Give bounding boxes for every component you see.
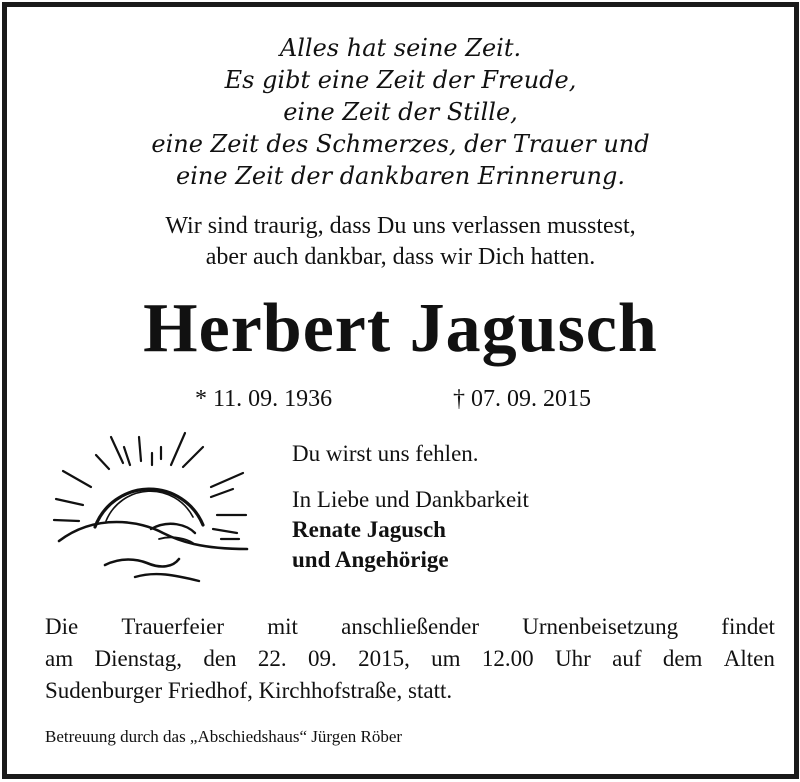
poem	[7, 32, 794, 192]
ceremony-word: Trauerfeier	[121, 614, 225, 639]
poem-line: eine Zeit des Schmerzes, der Trauer und	[151, 130, 650, 158]
ceremony-word: um	[431, 646, 461, 671]
intro-line: aber auch dankbar, dass wir Dich hatten.	[205, 244, 596, 270]
ceremony-word: 09.	[307, 646, 337, 671]
funeral-home-credit: Betreuung durch das „Abschiedshaus“ Jürgen Röber	[45, 727, 403, 746]
ceremony-word: am	[45, 646, 74, 671]
ceremony-line-1	[45, 611, 775, 643]
ceremony-line-3: Sudenburger Friedhof, Kirchhofstraße, statt.	[45, 678, 453, 703]
ceremony-word: anschließender	[341, 614, 480, 639]
relatives-line: und Angehörige	[292, 547, 449, 572]
ceremony-line-2	[45, 643, 775, 675]
ceremony-word: Urnenbeisetzung	[522, 614, 679, 639]
poem-line: Alles hat seine Zeit.	[279, 34, 522, 62]
love-line: In Liebe und Dankbarkeit	[292, 487, 529, 512]
ceremony-word: dem	[662, 646, 703, 671]
ceremony-info	[45, 611, 775, 707]
closing-block	[292, 439, 529, 575]
death-date: † 07. 09. 2015	[453, 386, 591, 412]
ceremony-word: Die	[45, 614, 79, 639]
ceremony-word: findet	[721, 614, 775, 639]
ceremony-word: mit	[267, 614, 298, 639]
ceremony-word: 12.00	[481, 646, 534, 671]
missed-line: Du wirst uns fehlen.	[292, 441, 479, 466]
intro-text	[7, 211, 794, 273]
ceremony-word: Alten	[723, 646, 775, 671]
ceremony-word: Uhr	[554, 646, 591, 671]
ceremony-word: den	[203, 646, 237, 671]
poem-line: eine Zeit der dankbaren Erinnerung.	[176, 162, 625, 190]
poem-line: eine Zeit der Stille,	[283, 98, 518, 126]
ceremony-word: Dienstag,	[94, 646, 182, 671]
obituary-notice	[2, 2, 799, 779]
intro-line: Wir sind traurig, dass Du uns verlassen musstest,	[165, 213, 636, 239]
ceremony-word: auf	[612, 646, 642, 671]
ceremony-word: 22.	[257, 646, 287, 671]
mourner-name: Renate Jagusch	[292, 517, 446, 542]
deceased-name: Herbert Jagusch	[143, 290, 658, 367]
birth-date: * 11. 09. 1936	[195, 386, 333, 412]
poem-line: Es gibt eine Zeit der Freude,	[224, 66, 577, 94]
ceremony-word: 2015,	[358, 646, 410, 671]
setting-sun-over-hills-icon	[51, 425, 251, 585]
